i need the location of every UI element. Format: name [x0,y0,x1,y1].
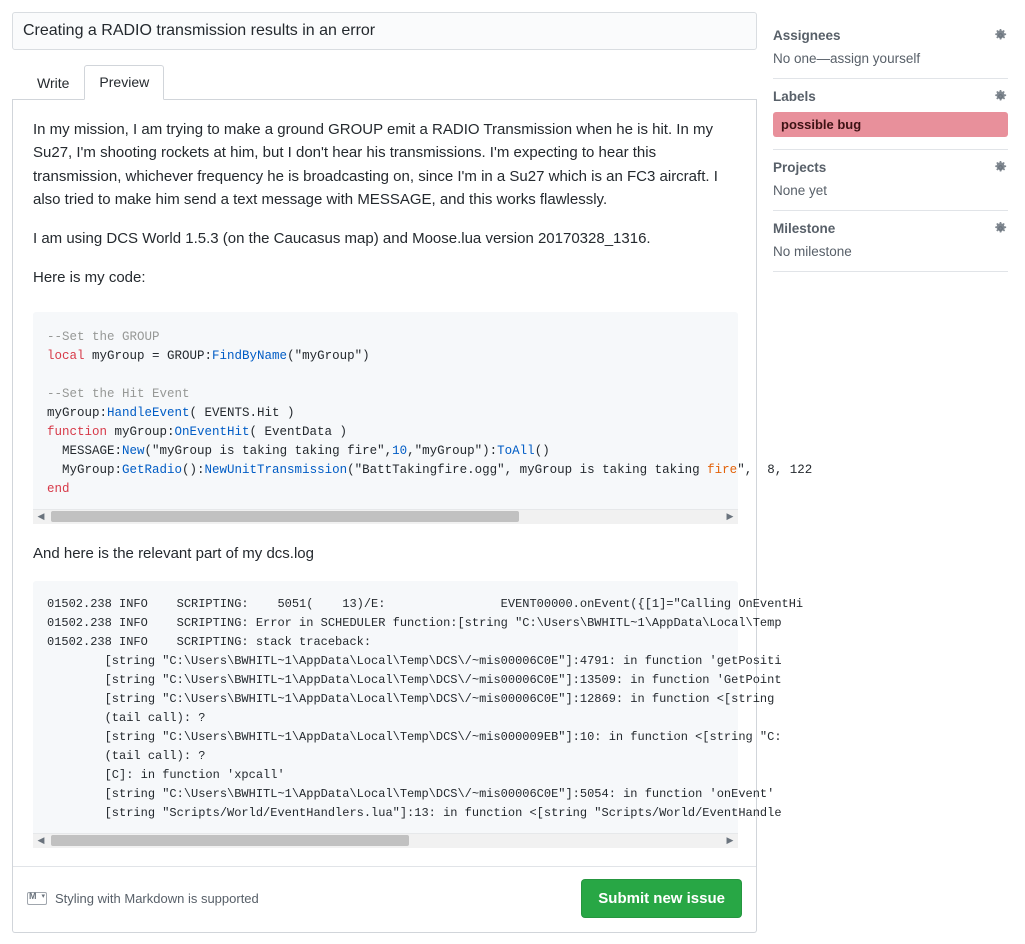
preview-p1-line4: is an FC3 aircraft. I also tried to make him send a text message with MESSAGE, and this works flawlessly. [33,167,718,208]
preview-p1-line2: I'm shooting rockets at him, but I don't hear his transmissions. [76,144,486,162]
tab-preview[interactable]: Preview [84,65,164,100]
labels-header [773,89,1008,104]
scroll-track[interactable] [49,509,722,524]
preview-paragraph-3: Here is my code: [33,269,146,287]
preview-paragraph-4: And here is the relevant part of my dcs.log [33,544,314,562]
issue-preview-content [13,100,756,312]
preview-p1-line3: I'm expecting to hear this transmission, whichever frequency he is broadcasting on, since I'm in a Su27 which [33,144,657,185]
log-scroll-thumb[interactable] [51,835,409,846]
code-block-lua-text: --Set the GROUP local myGroup = GROUP:FindByName("myGroup") --Set the Hit Event myGroup:HandleEvent( EVENTS.Hit ) function myGroup:OnEventHit( EventData ) MESSAGE:New("myGroup is taking taking fire",10,"myGroup"):ToAll() MyGroup:GetRadio():NewUnitTransmission("BattTakingfire.ogg", myGroup is taking taking fire", 8, 122 end [47,329,813,496]
milestone-title: Milestone [773,221,836,236]
log-scroll-track[interactable] [49,833,722,848]
labels-title: Labels [773,89,816,104]
issue-form-footer [13,866,756,932]
label-chip-possible-bug[interactable]: possible bug [773,112,1008,137]
sidebar-section-labels [773,79,1008,150]
gear-icon[interactable] [993,28,1008,43]
code-block-log-text: 01502.238 INFO SCRIPTING: 5051( 13)/E: EVENT00000.onEvent({[1]="Calling OnEventHi 01502.238 INFO SCRIPTING: Error in SCHEDULER function:[string "C:\Users\BWHITL~1\AppData\Local\Temp 01502.238 INFO SCRIPTING: stack traceback: [string "C:\Users\BWHITL~1\AppData\Local\Temp\DCS\/~mis00006C0E"]:4791: in function 'getPositi [string "C:\Users\BWHITL~1\AppData\Local\Temp\DCS\/~mis00006C0E"]:13509: in function 'GetPoint [string "C:\Users\BWHITL~1\AppData\Local\Temp\DCS\/~mis00006C0E"]:12869: in function <[string (tail call): ? [string "C:\Users\BWHITL~1\AppData\Local\Temp\DCS\/~mis000009EB"]:10: in function <[string "C: (tail call): ? [C]: in function 'xpcall' [string "C:\Users\BWHITL~1\AppData\Local\Temp\DCS\/~mis00006C0E"]:5054: in function 'onEvent' [string "Scripts/World/EventHandlers.lua"]:13: in function <[string "Scripts/World/EventHandle [47,596,804,820]
projects-title: Projects [773,160,827,175]
log-scroll-right-arrow-icon[interactable]: ▶ [726,835,734,846]
submit-new-issue-button[interactable]: Submit new issue [581,879,742,918]
code-block-lua [33,312,813,524]
editor-tabs [12,64,757,100]
scroll-right-arrow-icon[interactable]: ▶ [726,511,734,521]
tab-write[interactable]: Write [37,75,70,91]
sidebar-section-milestone [773,211,1008,272]
markdown-hint[interactable] [27,891,259,906]
projects-empty-text: None yet [773,183,828,198]
gear-icon[interactable] [993,89,1008,104]
issue-sidebar [773,12,1008,944]
code-block-hscrollbar[interactable] [33,509,738,524]
gear-icon[interactable] [993,160,1008,175]
markdown-icon [27,892,47,905]
scroll-thumb[interactable] [51,511,519,522]
milestone-empty-text: No milestone [773,244,852,259]
log-block-hscrollbar[interactable] [33,833,738,848]
log-scroll-left-arrow-icon[interactable]: ◀ [37,835,45,846]
code-block-log [33,581,804,848]
gear-icon[interactable] [993,221,1008,236]
assignees-title: Assignees [773,28,841,43]
sidebar-section-assignees [773,20,1008,79]
projects-header [773,160,1008,175]
scroll-left-arrow-icon[interactable]: ◀ [37,511,45,521]
issue-title-text: Creating a RADIO transmission results in an error [23,22,376,39]
issue-preview-content-2 [13,542,756,565]
assignees-empty-text[interactable]: No one—assign yourself [773,51,921,66]
milestone-header [773,221,1008,236]
markdown-hint-label: Styling with Markdown is supported [55,890,259,906]
assignees-header [773,28,1008,43]
sidebar-section-projects [773,150,1008,211]
preview-paragraph-1 [33,118,738,211]
issue-title-input[interactable] [12,12,757,50]
preview-paragraph-2: I am using DCS World 1.5.3 (on the Caucasus map) and Moose.lua version 20170328_1316. [33,230,651,247]
preview-p1-line1: In my mission, I am trying to make a ground GROUP emit a RADIO Transmission when he is hit. In my Su27, [33,121,713,162]
